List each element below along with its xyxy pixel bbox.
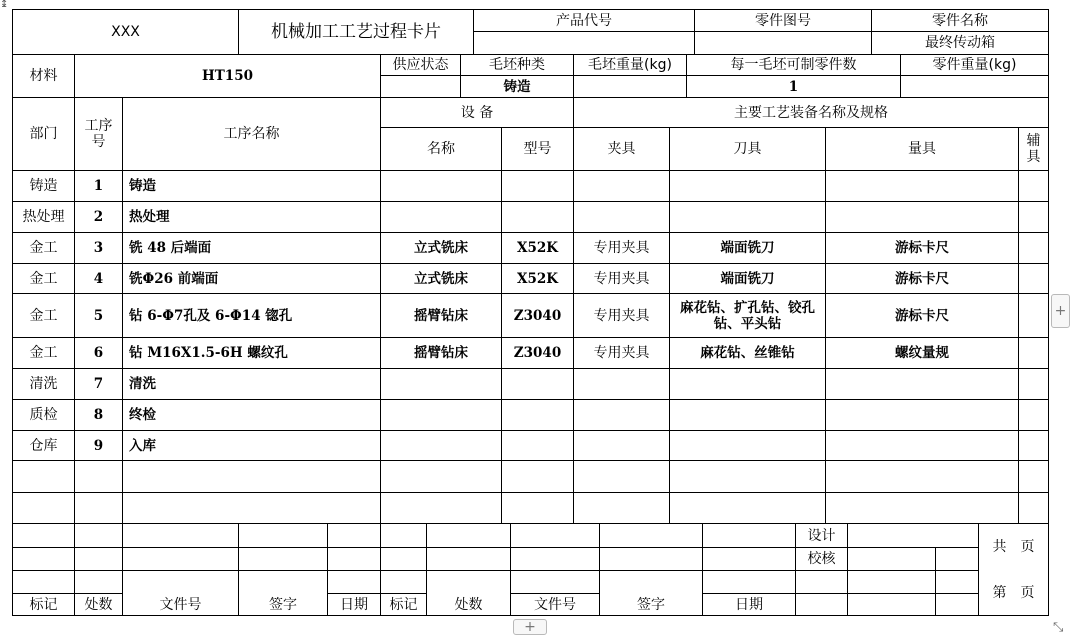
cell-gauge — [826, 171, 1018, 201]
cell-cutter — [670, 493, 825, 523]
cell-op-name: 清洗 — [129, 376, 156, 392]
footer-label-count2: 处数 — [454, 596, 483, 613]
cell-dept: 金工 — [29, 307, 58, 324]
parts-per-blank-value: 1 — [788, 78, 799, 95]
footer-design-label: 设计 — [807, 527, 836, 544]
cell-equipment-model: Z3040 — [513, 307, 562, 324]
cell-aux — [1019, 294, 1048, 337]
cell-equipment-model — [502, 493, 573, 523]
cell-op-no: 6 — [93, 345, 104, 361]
supply-state-value — [381, 76, 460, 97]
cell-op-no: 1 — [93, 178, 104, 194]
column-header-gauge: 量具 — [908, 141, 936, 157]
cell-gauge — [826, 202, 1018, 232]
part-name-label: 零件名称 — [932, 12, 988, 29]
cell-dept: 清洗 — [29, 376, 58, 392]
part-weight-label: 零件重量(kg) — [932, 57, 1017, 73]
cell-cutter: 端面铣刀 — [720, 270, 775, 287]
cell-op-no: 5 — [93, 307, 104, 324]
cell-equipment-name — [381, 202, 501, 232]
cell-equipment-name: 摇臂钻床 — [414, 345, 468, 361]
cell-aux — [1019, 171, 1048, 201]
parts-per-blank-label: 每一毛坯可制零件数 — [730, 57, 857, 73]
footer-label-signature: 签字 — [269, 596, 297, 613]
cell-fixture — [574, 369, 669, 399]
cell-dept: 铸造 — [29, 178, 58, 194]
part-drawing-label: 零件图号 — [755, 12, 811, 29]
cell-fixture: 专用夹具 — [593, 345, 650, 361]
column-header-tooling: 主要工艺装备名称及规格 — [734, 104, 888, 121]
cell-equipment-model — [502, 171, 573, 201]
cell-gauge: 游标卡尺 — [895, 307, 949, 324]
footer-label-mark: 标记 — [29, 596, 58, 613]
cell-equipment-name — [381, 461, 501, 492]
cell-aux — [1019, 264, 1048, 293]
cell-aux — [1019, 369, 1048, 399]
product-code-label: 产品代号 — [556, 12, 612, 29]
blank-type-label: 毛坯种类 — [489, 57, 545, 73]
footer-label-mark2: 标记 — [389, 596, 418, 613]
column-header-equipment-model: 型号 — [523, 141, 552, 157]
supply-state-label: 供应状态 — [392, 57, 449, 73]
company-name: XXX — [111, 24, 140, 40]
grid-line — [12, 615, 1049, 616]
cell-equipment-model — [502, 369, 573, 399]
cell-equipment-name — [381, 400, 501, 430]
footer-label-date: 日期 — [340, 596, 368, 613]
cell-equipment-name: 立式铣床 — [414, 240, 468, 256]
cell-op-no: 7 — [93, 376, 104, 392]
material-value: HT150 — [202, 68, 253, 84]
cell-op-no — [75, 461, 122, 492]
grid-line — [795, 570, 979, 571]
cell-equipment-model: X52K — [517, 240, 558, 256]
cell-fixture — [574, 493, 669, 523]
column-header-aux: 辅 具 — [1026, 133, 1041, 165]
cell-op-name: 钻 M16X1.5-6H 螺纹孔 — [129, 345, 288, 361]
plus-icon: + — [1054, 303, 1067, 319]
part-name-value: 最终传动箱 — [925, 35, 995, 51]
product-code-value — [474, 32, 694, 54]
column-header-equipment-name: 名称 — [427, 141, 455, 157]
cell-aux — [1019, 233, 1048, 263]
add-column-button[interactable] — [1051, 294, 1070, 328]
cell-gauge — [826, 369, 1018, 399]
grid-line — [12, 547, 796, 548]
cell-equipment-model — [502, 461, 573, 492]
cell-op-name — [123, 461, 380, 492]
footer-label-count: 处数 — [84, 596, 113, 613]
cell-gauge: 螺纹量规 — [895, 345, 949, 361]
cell-dept: 仓库 — [29, 437, 58, 454]
blank-weight-value — [574, 76, 686, 97]
cell-op-name: 终检 — [129, 407, 156, 423]
cell-dept: 质检 — [29, 407, 58, 423]
part-weight-value — [901, 76, 1048, 97]
cell-cutter — [670, 431, 825, 460]
cell-op-no: 8 — [93, 407, 104, 423]
cell-dept: 金工 — [29, 240, 58, 256]
blank-type-value: 铸造 — [503, 78, 531, 95]
cell-cutter — [670, 461, 825, 492]
grid-line — [847, 523, 848, 616]
cell-equipment-model — [502, 202, 573, 232]
cell-cutter — [670, 171, 825, 201]
footer-check-label: 校核 — [807, 551, 836, 567]
grid-line — [12, 523, 1049, 524]
blank-weight-label: 毛坯重量(kg) — [588, 57, 672, 73]
cell-fixture — [574, 400, 669, 430]
cell-fixture — [574, 431, 669, 460]
resize-arrows-icon[interactable]: ⤡ — [1053, 620, 1064, 635]
cell-fixture: 专用夹具 — [593, 307, 650, 324]
cell-equipment-name: 立式铣床 — [414, 270, 468, 287]
cell-equipment-model — [502, 431, 573, 460]
cell-cutter — [670, 369, 825, 399]
cell-op-name: 铸造 — [129, 178, 156, 194]
cell-gauge — [826, 431, 1018, 460]
cell-equipment-model: X52K — [517, 270, 558, 287]
cell-op-name: 入库 — [129, 437, 156, 454]
footer-label-file-no2: 文件号 — [534, 596, 576, 613]
grid-line — [1048, 9, 1049, 616]
cell-fixture: 专用夹具 — [593, 240, 650, 256]
material-label: 材料 — [29, 68, 58, 84]
cell-gauge: 游标卡尺 — [895, 240, 949, 256]
cell-dept: 金工 — [29, 345, 58, 361]
cell-gauge — [826, 400, 1018, 430]
footer-label-signature2: 签字 — [637, 596, 665, 613]
cell-op-name: 铣 48 后端面 — [129, 240, 212, 256]
cell-op-name: 钻 6-Φ7孔及 6-Φ14 锪孔 — [129, 307, 293, 324]
cell-gauge: 游标卡尺 — [895, 270, 949, 287]
cell-op-name: 热处理 — [129, 209, 170, 225]
grid-line — [935, 547, 936, 616]
grid-line — [12, 570, 796, 571]
cell-gauge — [826, 493, 1018, 523]
move-handle-icon[interactable]: ↨ — [0, 0, 9, 10]
cell-fixture: 专用夹具 — [593, 270, 650, 287]
cell-equipment-model — [502, 400, 573, 430]
cell-op-no: 4 — [93, 270, 104, 287]
cell-equipment-name: 摇臂钻床 — [414, 307, 468, 324]
cell-op-no: 9 — [93, 437, 104, 454]
add-row-button[interactable] — [513, 619, 547, 635]
column-header-equipment: 设 备 — [460, 104, 494, 121]
cell-dept: 金工 — [29, 270, 58, 287]
cell-cutter: 端面铣刀 — [720, 240, 775, 256]
cell-op-no: 3 — [93, 240, 104, 256]
cell-aux — [1019, 461, 1048, 492]
cell-aux — [1019, 400, 1048, 430]
cell-cutter — [670, 400, 825, 430]
cell-equipment-name — [381, 171, 501, 201]
column-header-op-no: 工序 号 — [84, 118, 113, 150]
cell-equipment-name — [381, 369, 501, 399]
cell-op-name — [123, 493, 380, 523]
cell-op-name: 铣Φ26 前端面 — [129, 270, 219, 287]
plus-icon: + — [524, 619, 536, 635]
part-drawing-value — [695, 32, 871, 54]
footer-total-pages: 共 页 — [992, 539, 1035, 555]
cell-fixture — [574, 202, 669, 232]
cell-dept — [13, 493, 74, 523]
cell-aux — [1019, 431, 1048, 460]
footer-label-date2: 日期 — [735, 596, 763, 613]
cell-fixture — [574, 461, 669, 492]
cell-op-no — [75, 493, 122, 523]
cell-dept: 热处理 — [22, 209, 65, 225]
cell-equipment-name — [381, 493, 501, 523]
card-title: 机械加工工艺过程卡片 — [271, 22, 441, 42]
cell-equipment-name — [381, 431, 501, 460]
column-header-dept: 部门 — [29, 126, 58, 142]
cell-op-no: 2 — [93, 209, 104, 225]
cell-gauge — [826, 461, 1018, 492]
cell-aux — [1019, 493, 1048, 523]
cell-aux — [1019, 338, 1048, 368]
footer-page-no: 第 页 — [992, 585, 1035, 601]
cell-cutter — [670, 202, 825, 232]
cell-aux — [1019, 202, 1048, 232]
column-header-op-name: 工序名称 — [223, 126, 280, 142]
column-header-fixture: 夹具 — [607, 141, 636, 157]
cell-equipment-model: Z3040 — [513, 345, 562, 361]
cell-dept — [13, 461, 74, 492]
cell-fixture — [574, 171, 669, 201]
cell-cutter: 麻花钻、扩孔钻、铰孔 钻、平头钻 — [680, 299, 815, 332]
footer-label-file-no: 文件号 — [159, 596, 202, 613]
column-header-cutter: 刀具 — [733, 141, 762, 157]
cell-cutter: 麻花钻、丝锥钻 — [700, 345, 795, 361]
